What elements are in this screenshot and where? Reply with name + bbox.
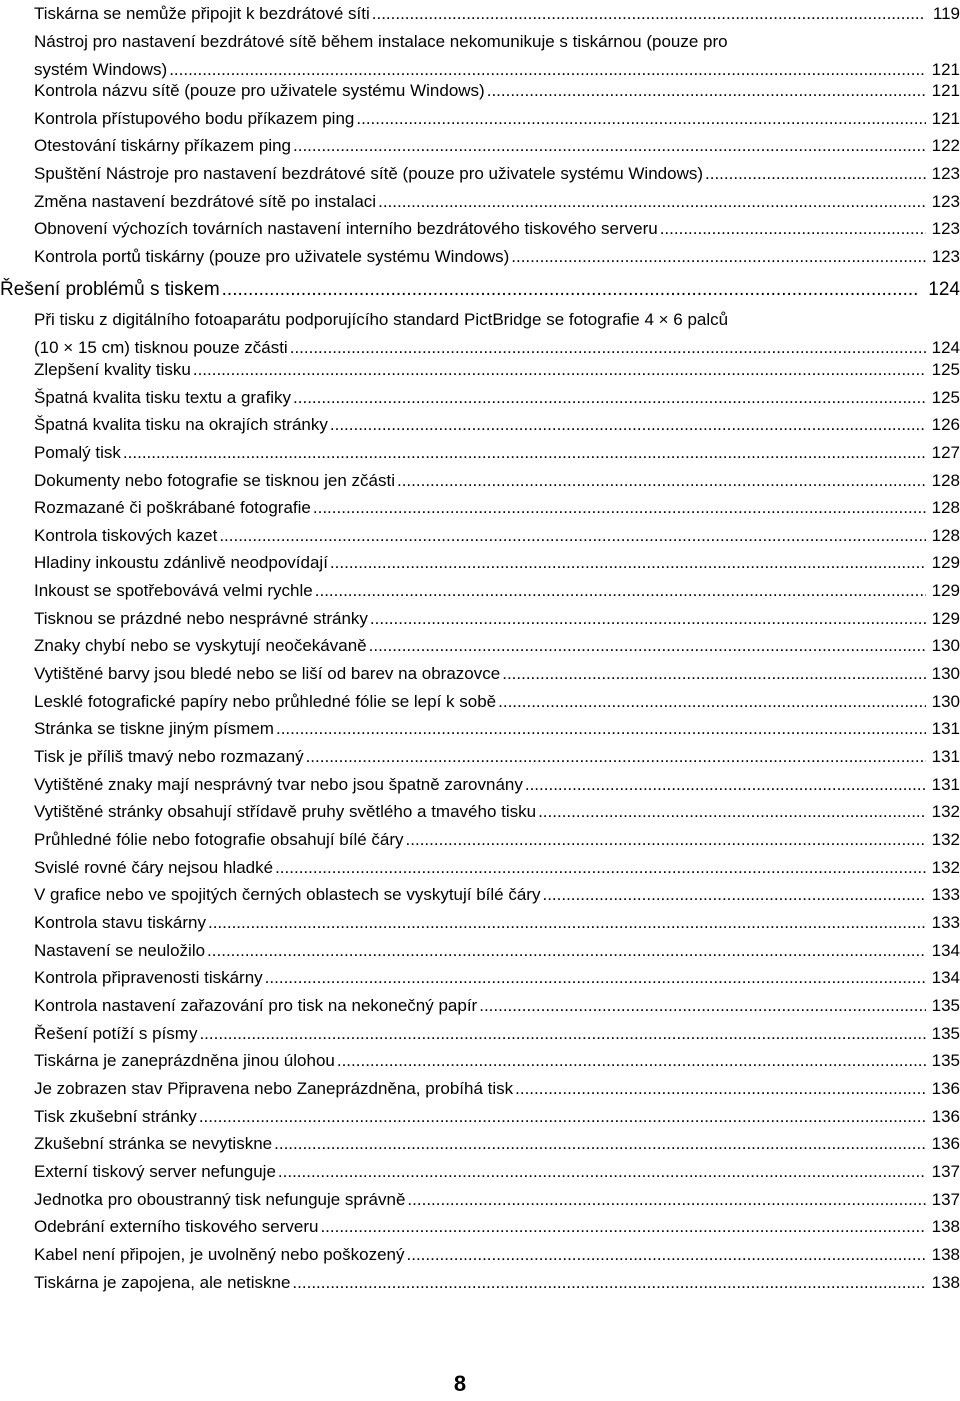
dot-leader bbox=[502, 660, 926, 688]
toc-entry-title: Vytištěné barvy jsou bledé nebo se liší od barev na obrazovce bbox=[34, 664, 501, 683]
toc-entry-page-number: 131 bbox=[931, 775, 960, 794]
toc-entry-title: Pomalý tisk bbox=[34, 443, 121, 462]
toc-entry-page-number: 132 bbox=[931, 802, 960, 821]
toc-entry-title: Změna nastavení bezdrátové sítě po instalaci bbox=[34, 192, 377, 211]
toc-entry[interactable] bbox=[34, 522, 960, 550]
toc-entry-page-number: 129 bbox=[931, 609, 960, 628]
dot-leader bbox=[313, 494, 926, 522]
toc-entry-title: Špatná kvalita tisku na okrajích stránky bbox=[34, 415, 328, 434]
toc-entry-title: Vytištěné stránky obsahují střídavě pruhy světlého a tmavého tisku bbox=[34, 802, 537, 821]
toc-entry[interactable] bbox=[34, 215, 960, 243]
dot-leader bbox=[397, 467, 926, 495]
dot-leader bbox=[487, 77, 926, 105]
toc-entry-title: Stránka se tiskne jiným písmem bbox=[34, 719, 274, 738]
dot-leader bbox=[222, 275, 920, 305]
toc-entry-title: Jednotka pro oboustranný tisk nefunguje správně bbox=[34, 1190, 406, 1209]
dot-leader bbox=[356, 105, 926, 133]
toc-entry-title: Tiskárna se nemůže připojit k bezdrátové síti bbox=[34, 4, 370, 23]
dot-leader bbox=[705, 160, 926, 188]
toc-entry[interactable] bbox=[34, 1047, 960, 1075]
toc-entry-title: Špatná kvalita tisku textu a grafiky bbox=[34, 388, 292, 407]
dot-leader bbox=[337, 1047, 926, 1075]
toc-entry[interactable] bbox=[34, 1213, 960, 1241]
toc-entry[interactable] bbox=[34, 798, 960, 826]
dot-leader bbox=[276, 715, 926, 743]
toc-entry-title: V grafice nebo ve spojitých černých oblastech se vyskytují bílé čáry bbox=[34, 885, 541, 904]
dot-leader bbox=[479, 992, 926, 1020]
toc-entry-title: Nastavení se neuložilo bbox=[34, 941, 206, 960]
toc-entry[interactable] bbox=[34, 605, 960, 633]
toc-entry-page-number: 126 bbox=[931, 415, 960, 434]
toc-entry-page-number: 123 bbox=[931, 164, 960, 183]
toc-entry-title: Vytištěné znaky mají nesprávný tvar nebo jsou špatně zarovnány bbox=[34, 775, 523, 794]
dot-leader bbox=[370, 605, 926, 633]
toc-entry-page-number: 123 bbox=[931, 247, 960, 266]
toc-entry-title: Průhledné fólie nebo fotografie obsahují bílé čáry bbox=[34, 830, 404, 849]
toc-entry-title: Svislé rovné čáry nejsou hladké bbox=[34, 858, 274, 877]
toc-entry[interactable] bbox=[34, 384, 960, 412]
dot-leader bbox=[293, 132, 926, 160]
toc-entry[interactable] bbox=[34, 1186, 960, 1214]
dot-leader bbox=[208, 909, 926, 937]
toc-entry[interactable] bbox=[34, 306, 960, 362]
toc-entry-title: systém Windows) bbox=[34, 60, 168, 79]
toc-section-entry[interactable] bbox=[0, 275, 960, 305]
dot-leader bbox=[542, 881, 926, 909]
toc-entry-title: Kontrola tiskových kazet bbox=[34, 526, 218, 545]
toc-entry[interactable] bbox=[34, 937, 960, 965]
dot-leader bbox=[193, 356, 926, 384]
toc-entry-title: Spuštění Nástroje pro nastavení bezdrátové sítě (pouze pro uživatele systému Windows) bbox=[34, 164, 704, 183]
toc-entry[interactable] bbox=[34, 854, 960, 882]
toc-entry[interactable] bbox=[34, 243, 960, 271]
toc-entry-title-line1: Nástroj pro nastavení bezdrátové sítě během instalace nekomunikuje s tiskárnou (pouze pro bbox=[34, 32, 728, 51]
toc-entry-title: Hladiny inkoustu zdánlivě neodpovídají bbox=[34, 553, 328, 572]
toc-entry-title: Kontrola portů tiskárny (pouze pro uživatele systému Windows) bbox=[34, 247, 510, 266]
page-number: 8 bbox=[453, 1371, 467, 1396]
dot-leader bbox=[378, 188, 926, 216]
dot-leader bbox=[525, 771, 926, 799]
toc-entry-title: Řešení potíží s písmy bbox=[34, 1024, 198, 1043]
toc-entry-page-number: 130 bbox=[931, 664, 960, 683]
toc-entry-title: (10 × 15 cm) tisknou pouze zčásti bbox=[34, 338, 288, 357]
toc-entry-page-number: 128 bbox=[931, 471, 960, 490]
toc-entry-page-number: 123 bbox=[931, 219, 960, 238]
toc-entry-page-number: 133 bbox=[931, 885, 960, 904]
toc-entry-page-number: 136 bbox=[931, 1107, 960, 1126]
toc-entry-title: Tisknou se prázdné nebo nesprávné stránky bbox=[34, 609, 368, 628]
toc-entry-page-number: 122 bbox=[931, 136, 960, 155]
toc-entry-page-number: 136 bbox=[931, 1079, 960, 1098]
dot-leader bbox=[219, 522, 926, 550]
toc-entry[interactable] bbox=[34, 1269, 960, 1297]
toc-entry[interactable] bbox=[34, 715, 960, 743]
dot-leader bbox=[315, 577, 926, 605]
toc-entry-page-number: 132 bbox=[931, 830, 960, 849]
dot-leader bbox=[306, 743, 926, 771]
dot-leader bbox=[407, 1186, 926, 1214]
toc-entry[interactable] bbox=[34, 132, 960, 160]
dot-leader bbox=[515, 1075, 926, 1103]
toc-entry[interactable] bbox=[34, 494, 960, 522]
toc-entry[interactable] bbox=[34, 881, 960, 909]
toc-entry[interactable] bbox=[34, 909, 960, 937]
dot-leader bbox=[274, 1130, 926, 1158]
toc-entry-page-number: 130 bbox=[931, 692, 960, 711]
toc-entry-page-number: 121 bbox=[931, 81, 960, 100]
toc-entry-page-number: 129 bbox=[931, 581, 960, 600]
toc-entry[interactable] bbox=[34, 1158, 960, 1186]
toc-entry-title: Obnovení výchozích továrních nastavení interního bezdrátového tiskového serveru bbox=[34, 219, 658, 238]
toc-entry[interactable] bbox=[34, 577, 960, 605]
toc-entry-title-line1: Při tisku z digitálního fotoaparátu podporujícího standard PictBridge se fotografie 4 × 6 palců bbox=[34, 310, 729, 329]
toc-entry-page-number: 134 bbox=[931, 941, 960, 960]
toc-entry[interactable] bbox=[34, 1103, 960, 1131]
toc-entry[interactable] bbox=[34, 549, 960, 577]
toc-entry-title: Externí tiskový server nefunguje bbox=[34, 1162, 276, 1181]
toc-entry-page-number: 124 bbox=[931, 338, 960, 357]
toc-entry[interactable] bbox=[34, 0, 960, 28]
toc-entry-page-number: 133 bbox=[931, 913, 960, 932]
toc-entry-page-number: 138 bbox=[931, 1245, 960, 1264]
toc-entry-page-number: 130 bbox=[931, 636, 960, 655]
dot-leader bbox=[123, 439, 926, 467]
dot-leader bbox=[407, 1241, 927, 1269]
toc-entry[interactable] bbox=[34, 439, 960, 467]
dot-leader bbox=[406, 826, 926, 854]
toc-entry[interactable] bbox=[34, 826, 960, 854]
toc-entry[interactable] bbox=[34, 743, 960, 771]
toc-entry-title: Tiskárna je zaneprázdněna jinou úlohou bbox=[34, 1051, 335, 1070]
toc-entry-title: Tisk je příliš tmavý nebo rozmazaný bbox=[34, 747, 304, 766]
toc-entry-title: Je zobrazen stav Připravena nebo Zaneprázdněna, probíhá tisk bbox=[34, 1079, 514, 1098]
toc-entry-page-number: 137 bbox=[931, 1190, 960, 1209]
dot-leader bbox=[372, 0, 926, 28]
dot-leader bbox=[538, 798, 926, 826]
toc-entry-page-number: 128 bbox=[931, 526, 960, 545]
toc-entry[interactable] bbox=[34, 632, 960, 660]
toc-entry-title: Zkušební stránka se nevytiskne bbox=[34, 1134, 273, 1153]
toc-entry-title: Kabel není připojen, je uvolněný nebo poškozený bbox=[34, 1245, 405, 1264]
dot-leader bbox=[330, 549, 926, 577]
toc-entry-title: Lesklé fotografické papíry nebo průhledné fólie se lepí k sobě bbox=[34, 692, 497, 711]
toc-entry-title: Znaky chybí nebo se vyskytují neočekávaně bbox=[34, 636, 367, 655]
toc-entry[interactable] bbox=[34, 964, 960, 992]
dot-leader bbox=[199, 1020, 926, 1048]
toc-entry[interactable] bbox=[34, 660, 960, 688]
toc-entry-title: Kontrola přístupového bodu příkazem ping bbox=[34, 109, 355, 128]
toc-entry-page-number: 138 bbox=[931, 1217, 960, 1236]
toc-entry-title: Zlepšení kvality tisku bbox=[34, 360, 191, 379]
toc-entry-title: Rozmazané či poškrábané fotografie bbox=[34, 498, 311, 517]
toc-entry-page-number: 134 bbox=[931, 968, 960, 987]
dot-leader bbox=[278, 1158, 926, 1186]
toc-entry[interactable] bbox=[34, 28, 960, 84]
toc-entry-page-number: 121 bbox=[931, 60, 960, 79]
toc-entry[interactable] bbox=[34, 771, 960, 799]
toc-entry[interactable] bbox=[34, 77, 960, 105]
toc-entry-page-number: 131 bbox=[931, 719, 960, 738]
toc-entry-page-number: 128 bbox=[931, 498, 960, 517]
toc-entry-page-number: 121 bbox=[931, 109, 960, 128]
toc-entry[interactable] bbox=[34, 1241, 960, 1269]
toc-entry[interactable] bbox=[34, 188, 960, 216]
toc-entry[interactable] bbox=[34, 356, 960, 384]
toc-entry-page-number: 131 bbox=[931, 747, 960, 766]
toc-entry-page-number: 135 bbox=[931, 1051, 960, 1070]
toc-entry-title: Kontrola nastavení zařazování pro tisk na nekonečný papír bbox=[34, 996, 478, 1015]
toc-entry[interactable] bbox=[34, 688, 960, 716]
toc-entry-title: Tiskárna je zapojena, ale netiskne bbox=[34, 1273, 291, 1292]
dot-leader bbox=[330, 411, 926, 439]
toc-entry[interactable] bbox=[34, 411, 960, 439]
dot-leader bbox=[320, 1213, 926, 1241]
dot-leader bbox=[369, 632, 926, 660]
dot-leader bbox=[275, 854, 926, 882]
toc-entry-title: Tisk zkušební stránky bbox=[34, 1107, 197, 1126]
toc-entry-page-number: 137 bbox=[931, 1162, 960, 1181]
toc-entry-page-number: 124 bbox=[928, 279, 960, 300]
toc-entry-page-number: 136 bbox=[931, 1134, 960, 1153]
toc-entry[interactable] bbox=[34, 1020, 960, 1048]
dot-leader bbox=[199, 1103, 926, 1131]
dot-leader bbox=[292, 1269, 926, 1297]
toc-entry-page-number: 129 bbox=[931, 553, 960, 572]
toc-entry-page-number: 125 bbox=[931, 388, 960, 407]
dot-leader bbox=[660, 215, 926, 243]
toc-entry[interactable] bbox=[34, 1075, 960, 1103]
toc-entry-title: Odebrání externího tiskového serveru bbox=[34, 1217, 319, 1236]
toc-entry-page-number: 123 bbox=[931, 192, 960, 211]
toc-entry[interactable] bbox=[34, 467, 960, 495]
toc-entry-title: Otestování tiskárny příkazem ping bbox=[34, 136, 292, 155]
dot-leader bbox=[511, 243, 926, 271]
dot-leader bbox=[265, 964, 926, 992]
toc-entry-title: Řešení problémů s tiskem bbox=[0, 279, 220, 300]
toc-entry-page-number: 127 bbox=[931, 443, 960, 462]
toc-entry-page-number: 119 bbox=[932, 4, 960, 23]
toc-entry-title: Dokumenty nebo fotografie se tisknou jen zčásti bbox=[34, 471, 395, 490]
toc-entry-page-number: 132 bbox=[931, 858, 960, 877]
dot-leader bbox=[293, 384, 926, 412]
toc-entry-title: Kontrola připravenosti tiskárny bbox=[34, 968, 263, 987]
toc-entry-page-number: 135 bbox=[931, 1024, 960, 1043]
dot-leader bbox=[207, 937, 926, 965]
toc-entry-title: Inkoust se spotřebovává velmi rychle bbox=[34, 581, 313, 600]
toc-entry[interactable] bbox=[34, 160, 960, 188]
toc-entry[interactable] bbox=[34, 1130, 960, 1158]
toc-entry-page-number: 135 bbox=[931, 996, 960, 1015]
toc-entry[interactable] bbox=[34, 105, 960, 133]
toc-entry[interactable] bbox=[34, 992, 960, 1020]
toc-entry-page-number: 138 bbox=[931, 1273, 960, 1292]
toc-entry-title: Kontrola názvu sítě (pouze pro uživatele systému Windows) bbox=[34, 81, 485, 100]
dot-leader bbox=[498, 688, 926, 716]
toc-entry-title: Kontrola stavu tiskárny bbox=[34, 913, 206, 932]
toc-entry-page-number: 125 bbox=[931, 360, 960, 379]
